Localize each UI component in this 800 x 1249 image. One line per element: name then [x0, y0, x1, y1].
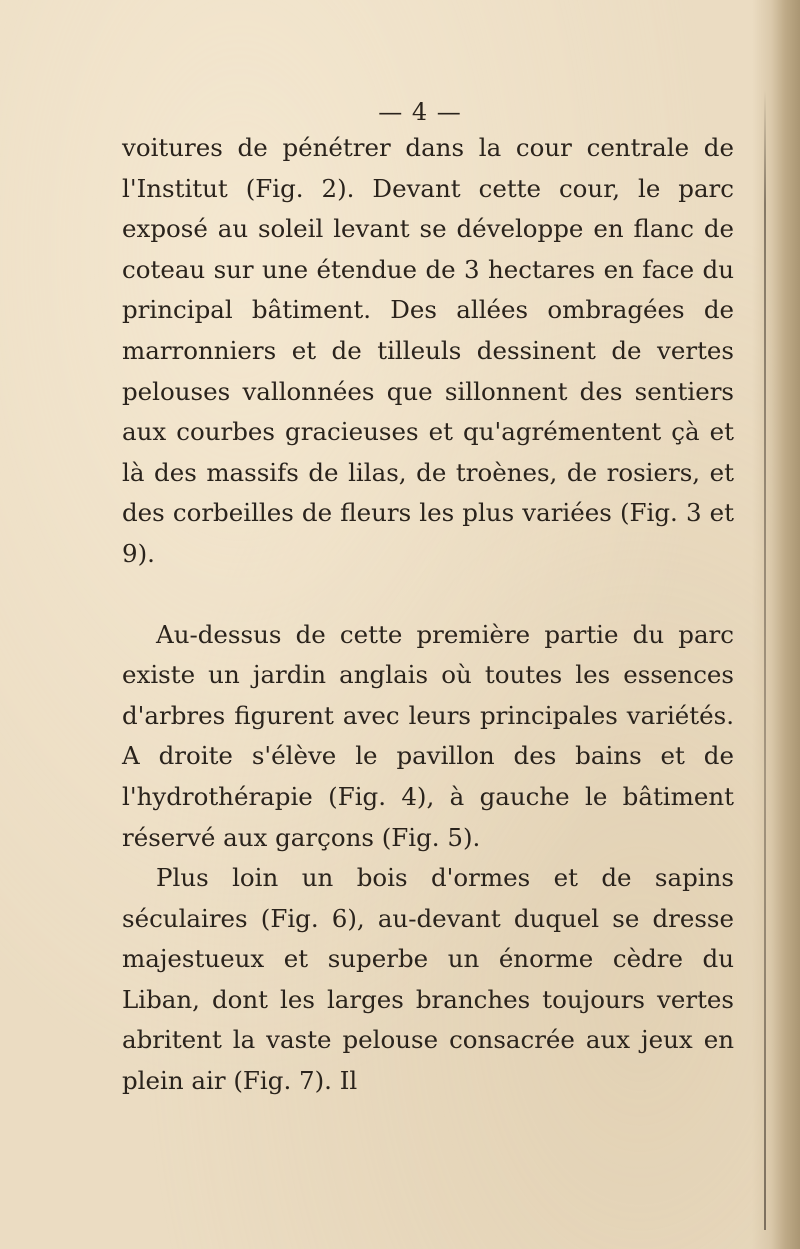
binding-shadow-line	[764, 90, 766, 1230]
paragraph-1: voitures de pénétrer dans la cour centrale de l'Institut (Fig. 2). Devant cette cour, le parc exposé au soleil levant se développe en flanc de coteau sur une étendue de 3 hectares en face du principal bâtiment. Des allées ombragées de marronniers et de tilleuls dessinent de vertes pelouses vallonnées que sillonnent des sentiers aux courbes gracieuses et qu'agrémentent çà et là des massifs de lilas, de troènes, de rosiers, et des corbeilles de fleurs les plus variées (Fig. 3 et 9).	[122, 133, 734, 568]
page-number: — 4 —	[378, 98, 462, 126]
body-text	[122, 128, 734, 1102]
page-binding-edge	[752, 0, 800, 1249]
paragraph-3: Plus loin un bois d'ormes et de sapins séculaires (Fig. 6), au-devant duquel se dresse majestueux et superbe un énorme cèdre du Liban, dont les larges branches toujours vertes abritent la vaste pelouse consacrée aux jeux en plein air (Fig. 7). Il	[122, 863, 734, 1096]
paragraph-2: Au-dessus de cette première partie du parc existe un jardin anglais où toutes les essences d'arbres figurent avec leurs principales variétés. A droite s'élève le pavillon des bains et de l'hydrothérapie (Fig. 4), à gauche le bâtiment réservé aux garçons (Fig. 5).	[122, 619, 734, 852]
